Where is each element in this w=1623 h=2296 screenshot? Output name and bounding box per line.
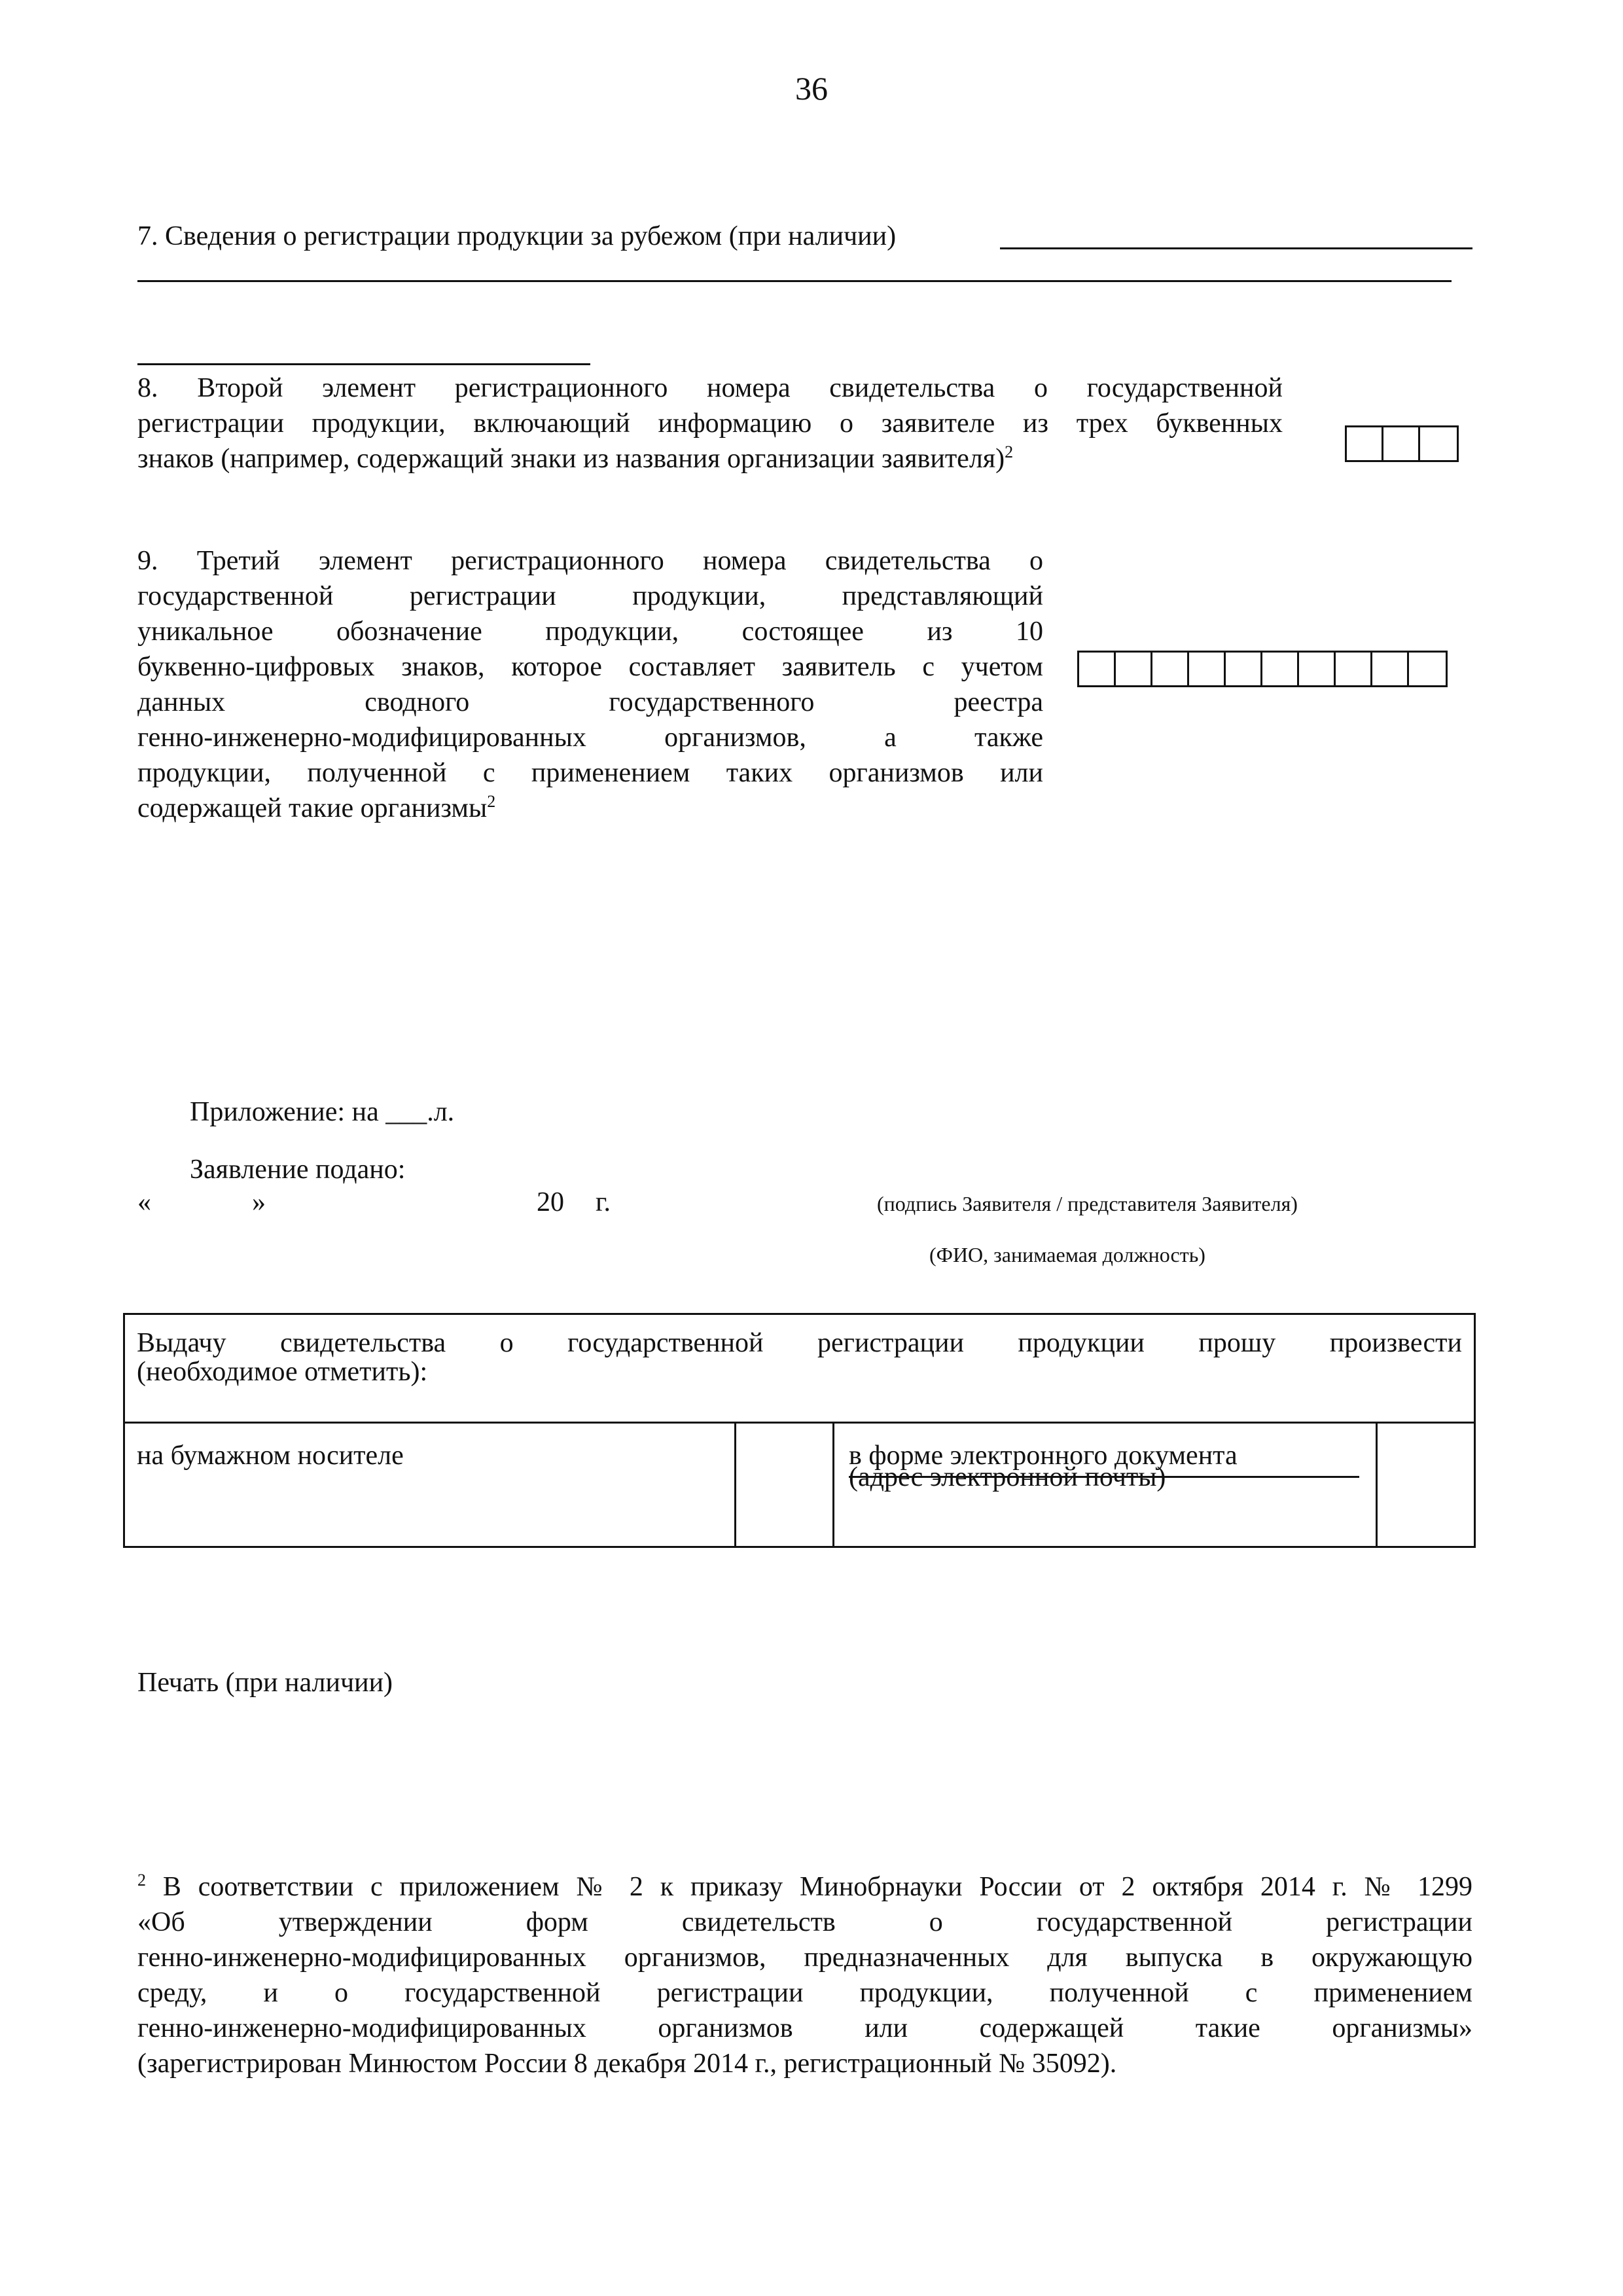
- attachment-line: [190, 1094, 454, 1130]
- issue-method-table: [123, 1313, 1476, 1548]
- footnote-ref-2: 2: [487, 792, 496, 811]
- section-8-text: [137, 370, 1283, 476]
- section-9-line-2: государственной регистрации продукции, представляющий: [137, 581, 1043, 611]
- signature-caption: (подпись Заявителя / представителя Заявителя): [877, 1192, 1298, 1215]
- section-8-line-2: регистрации продукции, включающий информацию о заявителе из трех буквенных: [137, 408, 1283, 439]
- code-char-box-8[interactable]: [1336, 653, 1372, 685]
- code-char-box-5[interactable]: [1226, 653, 1262, 685]
- section-9-line-3: уникальное обозначение продукции, состоящее из 10: [137, 617, 1043, 647]
- section-9-line-4: буквенно-цифровых знаков, которое составляет заявитель с учетом: [137, 652, 1043, 682]
- issue-method-header-line-1: Выдачу свидетельства о государственной регистрации продукции прошу произвести: [137, 1328, 1463, 1358]
- option-paper-label: на бумажном носителе: [137, 1441, 404, 1471]
- page-number: 36: [795, 70, 828, 107]
- code-char-box-3[interactable]: [1152, 653, 1189, 685]
- section-9-line-8: содержащей такие организмы$^2$: [137, 792, 496, 823]
- footnote-line-1: $^2$ В соответствии с приложением № 2 к приказу Минобрнауки России от 2 октября 2014 г. № 1299: [137, 1871, 1473, 1902]
- footnote-line-5: генно-инженерно-модифицированных организмов или содержащей такие организмы»: [137, 2013, 1472, 2043]
- code-char-box-3[interactable]: [1420, 427, 1457, 460]
- date-year-prefix: 20: [537, 1187, 564, 1217]
- footnote-line-6: (зарегистрирован Минюстом России 8 декабря 2014 г., регистрационный № 35092).: [137, 2049, 1117, 2079]
- date-quote-close: »: [252, 1187, 266, 1217]
- footnote-line-3: генно-инженерно-модифицированных организмов, предназначенных для выпуска в окружающую: [137, 1943, 1472, 1973]
- code-char-box-10[interactable]: [1409, 653, 1446, 685]
- section-8-line-1: 8. Второй элемент регистрационного номера свидетельства о государственной: [137, 373, 1283, 403]
- product-code-boxes: [1077, 651, 1448, 687]
- section-9-line-6: генно-инженерно-модифицированных организмов, а также: [137, 723, 1043, 753]
- code-char-box-1[interactable]: [1347, 427, 1383, 460]
- code-char-box-9[interactable]: [1372, 653, 1409, 685]
- date-quote-open: «: [137, 1187, 151, 1217]
- option-electronic-cell: [834, 1423, 1377, 1547]
- date-day-field[interactable]: [160, 1185, 245, 1220]
- footnote-ref-2: 2: [1005, 442, 1014, 461]
- section-7-fill-line[interactable]: [1000, 247, 1472, 249]
- date-year-suffix: г.: [596, 1187, 611, 1217]
- seal-label: Печать (при наличии): [137, 1668, 393, 1698]
- footnote-line-4: среду, и о государственной регистрации продукции, полученной с применением: [137, 1978, 1472, 2008]
- code-char-box-6[interactable]: [1262, 653, 1299, 685]
- footnote-text: [137, 1869, 1472, 2081]
- date-month-field[interactable]: [281, 1185, 530, 1220]
- option-electronic-checkbox[interactable]: [1377, 1423, 1475, 1547]
- code-char-box-2[interactable]: [1116, 653, 1152, 685]
- code-char-box-1[interactable]: [1079, 653, 1116, 685]
- email-caption: (адрес электронной почты): [849, 1462, 1166, 1492]
- issue-method-header-line-2: (необходимое отметить):: [137, 1357, 428, 1387]
- attachment-pages-field[interactable]: ___: [385, 1097, 427, 1127]
- date-year-field[interactable]: [568, 1185, 594, 1220]
- applicant-code-boxes: [1345, 425, 1459, 462]
- footnote-line-2: «Об утверждении форм свидетельств о государственной регистрации: [137, 1907, 1472, 1937]
- section-8-line-3: знаков (например, содержащий знаки из названия организации заявителя)$^2$: [137, 442, 1014, 474]
- option-paper-checkbox[interactable]: [736, 1423, 834, 1547]
- attachment-suffix: .л.: [427, 1097, 455, 1127]
- section-9-text: [137, 543, 1043, 826]
- section-9-line-7: продукции, полученной с применением таких организмов или: [137, 758, 1043, 788]
- code-char-box-4[interactable]: [1189, 653, 1226, 685]
- footnote-mark: 2: [137, 1871, 146, 1890]
- issue-method-header: [124, 1314, 1475, 1423]
- code-char-box-7[interactable]: [1299, 653, 1336, 685]
- section-7-second-line[interactable]: [137, 280, 1452, 282]
- option-electronic-label: в форме электронного документа: [849, 1441, 1238, 1471]
- footnote-separator-line: [137, 363, 590, 365]
- submitted-label: Заявление подано:: [190, 1155, 406, 1185]
- section-9-line-1: 9. Третий элемент регистрационного номера свидетельства о: [137, 546, 1043, 576]
- code-char-box-2[interactable]: [1383, 427, 1420, 460]
- section-9-line-5: данных сводного государственного реестра: [137, 687, 1043, 717]
- option-paper-cell: [124, 1423, 736, 1547]
- attachment-prefix: Приложение: на: [190, 1097, 386, 1127]
- section-7-label: 7. Сведения о регистрации продукции за рубежом (при наличии): [137, 221, 897, 251]
- name-position-caption: (ФИО, занимаемая должность): [929, 1243, 1205, 1266]
